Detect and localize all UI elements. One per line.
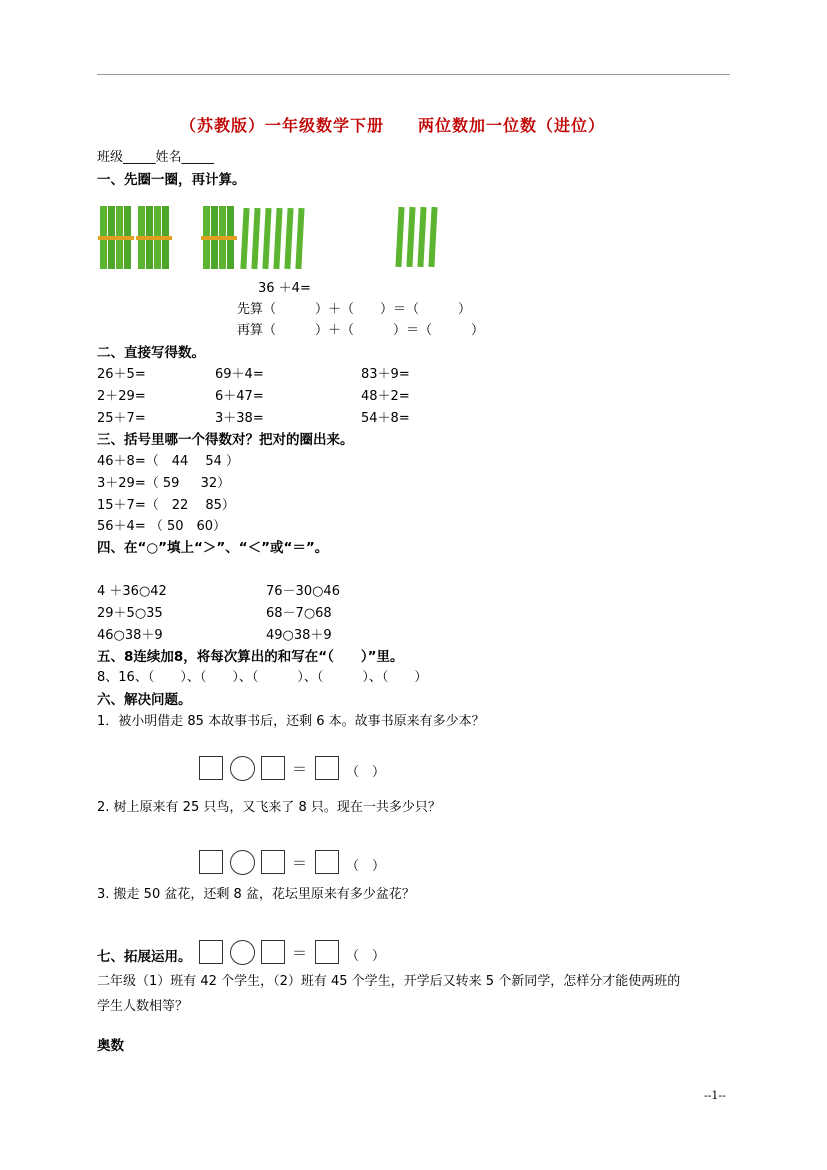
unit-paren: （ ） <box>346 765 386 780</box>
s7-text-line-2: 学生人数相等？ <box>97 999 189 1014</box>
s4-r1-c2: 76－30○46 <box>266 584 340 599</box>
operator-circle[interactable] <box>230 940 255 965</box>
result-box[interactable] <box>315 756 339 780</box>
s3-row-2: 3＋29=（ 59 32） <box>97 476 231 491</box>
s6-question-3: 3. 搬走 50 盆花，还剩 8 盆，花坛里原来有多少盆花？ <box>97 887 415 902</box>
s6-question-2: 2. 树上原来有 25 只鸟，又飞来了 8 只。现在一共多少只？ <box>97 800 441 815</box>
s4-r3-c2: 49○38＋9 <box>266 628 332 643</box>
result-box[interactable] <box>315 940 339 964</box>
s2-r3-c3: 54＋8= <box>361 411 410 426</box>
s3-row-1: 46＋8=（ 44 54 ） <box>97 454 240 469</box>
operator-circle[interactable] <box>230 850 255 875</box>
s2-r1-c3: 83＋9= <box>361 367 410 382</box>
page-number: --1-- <box>704 1089 726 1102</box>
equals-sign: ＝ <box>292 944 308 962</box>
answer-box[interactable] <box>199 756 223 780</box>
section-7-heading: 七、拓展运用。 <box>97 949 192 965</box>
s7-text-line-1: 二年级（1）班有 42 个学生，（2）班有 45 个学生，开学后又转来 5 个新同学，怎样分才能使两班的 <box>97 974 681 989</box>
stick-bundle-1 <box>98 206 134 269</box>
four-single-sticks <box>393 204 443 270</box>
section-3-heading: 三、括号里哪一个得数对？把对的圈出来。 <box>97 432 354 448</box>
answer-box[interactable] <box>199 940 223 964</box>
header-rule <box>97 74 730 75</box>
answer-box[interactable] <box>261 940 285 964</box>
equals-sign: ＝ <box>292 760 308 778</box>
unit-paren: （ ） <box>346 859 386 874</box>
section-6-heading: 六、解决问题。 <box>97 692 192 708</box>
section-1-heading: 一、先圈一圈，再计算。 <box>97 172 246 188</box>
stick-bundles-two <box>97 203 177 273</box>
unit-paren: （ ） <box>346 949 386 964</box>
class-name-line: 班级_____姓名_____ <box>97 150 215 165</box>
section-olympiad-heading: 奥数 <box>97 1038 124 1054</box>
result-box[interactable] <box>315 850 339 874</box>
s1-first-step: 先算（ ）＋（ ）＝（ ） <box>237 302 472 317</box>
s4-r1-c1: 4 ＋36○42 <box>97 584 167 599</box>
s1-expression: 36 ＋4= <box>258 281 311 296</box>
operator-circle[interactable] <box>230 756 255 781</box>
section-4-heading: 四、在“○”填上“＞”、“＜”或“＝”。 <box>97 540 329 556</box>
answer-box[interactable] <box>199 850 223 874</box>
answer-box[interactable] <box>261 850 285 874</box>
s2-r2-c1: 2＋29= <box>97 389 146 404</box>
s2-r3-c2: 3＋38= <box>215 411 264 426</box>
s2-r2-c2: 6＋47= <box>215 389 264 404</box>
s2-r1-c1: 26＋5= <box>97 367 146 382</box>
s3-row-4: 56＋4= （ 50 60） <box>97 519 227 534</box>
answer-box[interactable] <box>261 756 285 780</box>
s4-r2-c1: 29＋5○35 <box>97 606 163 621</box>
s2-r2-c3: 48＋2= <box>361 389 410 404</box>
s4-r2-c2: 68－7○68 <box>266 606 332 621</box>
equals-sign: ＝ <box>292 854 308 872</box>
s3-row-3: 15＋7=（ 22 85） <box>97 498 235 513</box>
section-2-heading: 二、直接写得数。 <box>97 345 205 361</box>
page-title: （苏教版）一年级数学下册 两位数加一位数（进位） <box>180 116 606 135</box>
s1-second-step: 再算（ ）＋（ ）＝（ ） <box>237 323 485 338</box>
section-5-heading: 五、8连续加8，将每次算出的和写在“（ ）”里。 <box>97 649 404 665</box>
stick-bundle-2 <box>136 206 172 269</box>
s4-r3-c1: 46○38＋9 <box>97 628 163 643</box>
stick-bundle-plus-singles <box>200 203 310 273</box>
s2-r3-c1: 25＋7= <box>97 411 146 426</box>
s2-r1-c2: 69＋4= <box>215 367 264 382</box>
s6-question-1: 1．被小明借走 85 本故事书后，还剩 6 本。故事书原来有多少本？ <box>97 714 485 729</box>
s5-sequence: 8、16、（ ）、（ ）、（ ）、（ ）、（ ） <box>97 670 428 685</box>
